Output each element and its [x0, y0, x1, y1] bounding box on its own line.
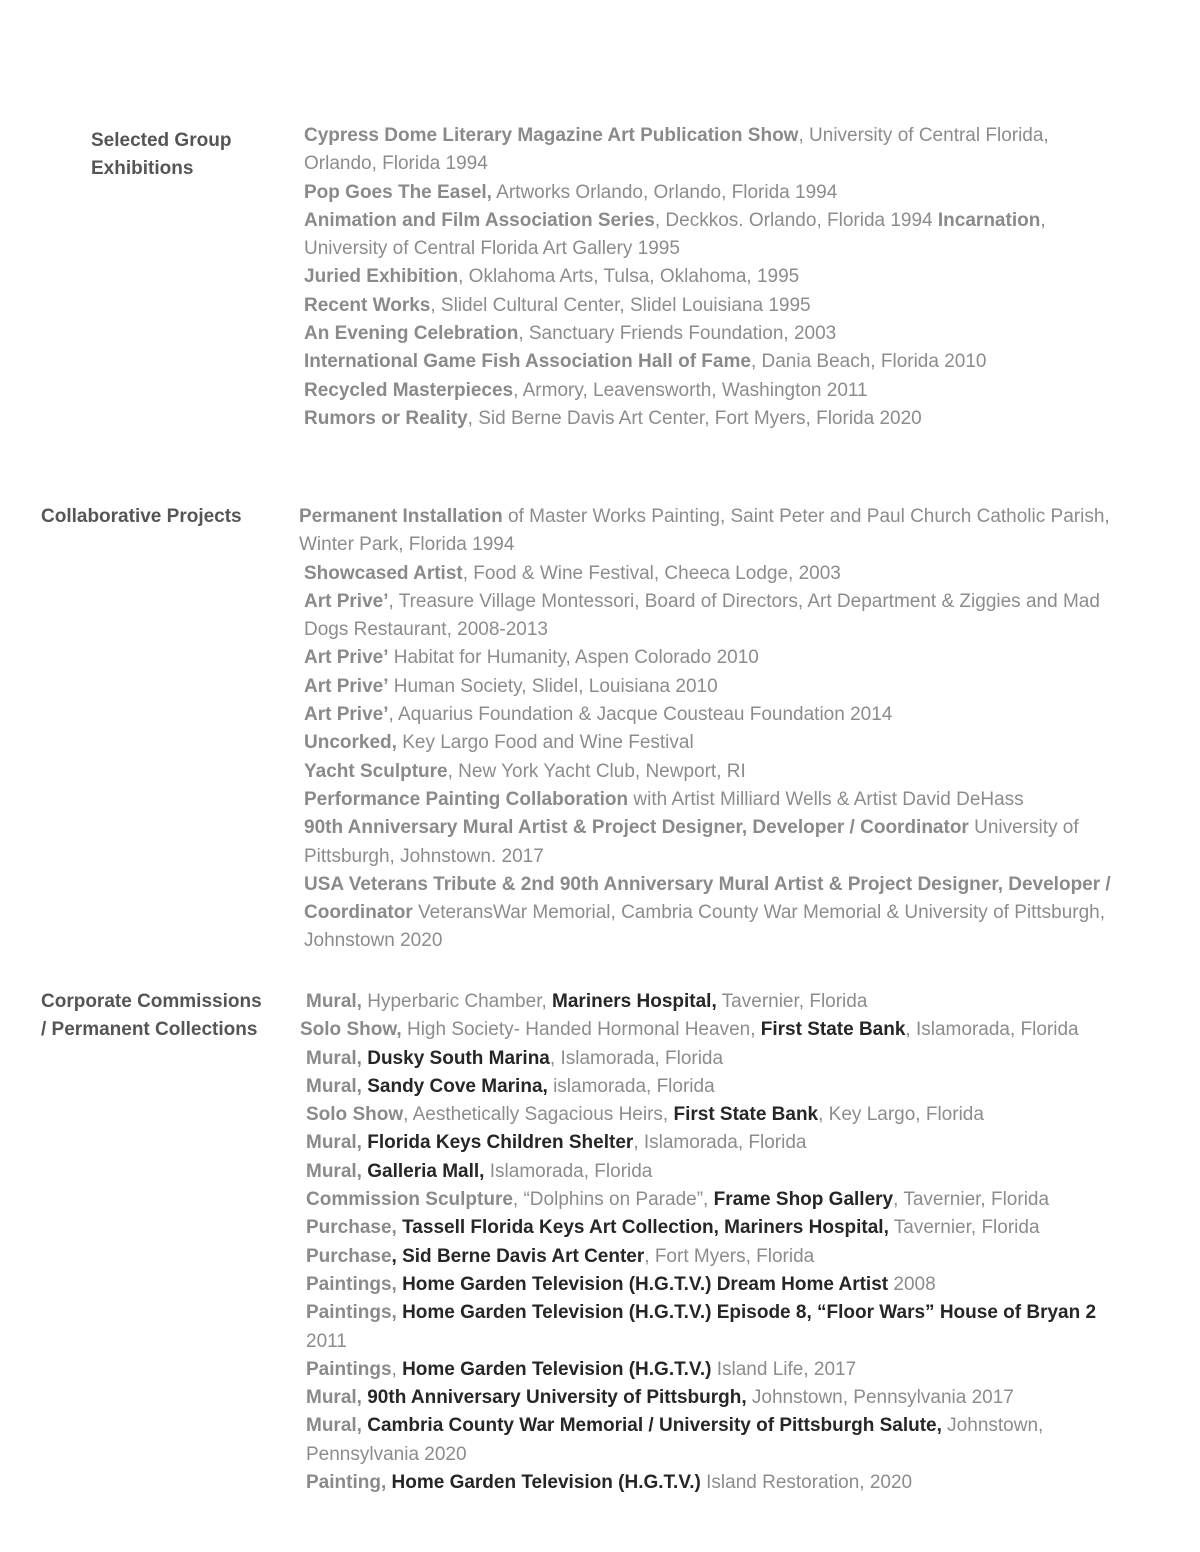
entry-title: Commission Sculpture [306, 1189, 513, 1211]
entry-title: Recycled Masterpieces [304, 379, 514, 401]
entry-title: Purchase, [306, 1217, 403, 1239]
entry-text: , Slidel Cultural Center, Slidel Louisiana 1995 [430, 294, 811, 316]
entry-title: Painting, [306, 1472, 392, 1494]
entry-item [304, 814, 1144, 871]
entry-text: Hyperbaric Chamber, [361, 991, 553, 1012]
entry-item [306, 1384, 1126, 1412]
entry-text: , Aesthetically Sagacious Heirs, [403, 1104, 674, 1126]
entry-venue: Mariners Hospital, [552, 991, 717, 1012]
entry-title: Cypress Dome Literary Magazine Art Publication Show [304, 125, 799, 146]
entry-title: Showcased Artist [304, 562, 463, 584]
entry-list-corp [300, 988, 1126, 1497]
entry-title: Art Prive’ [304, 704, 389, 726]
entry-venue: Cambria County War Memorial / University of Pittsburgh Salute, [367, 1415, 942, 1437]
entry-title: International Game Fish Association Hall of Fame [304, 351, 751, 373]
entry-item [304, 122, 1084, 179]
entry-title: Purchase [306, 1245, 392, 1267]
entry-item [299, 503, 1144, 560]
entry-text: , University of Central Florida, Orlando, Florida 1994 [304, 125, 1049, 175]
entry-venue: Dusky South Marina [367, 1047, 550, 1069]
entry-item [304, 320, 1084, 348]
entry-title: USA Veterans Tribute & 2nd 90th Anniversary Mural Artist & Project Designer, Developer / Coordinator [304, 873, 1111, 924]
entry-text: , Islamorada, Florida [549, 1047, 724, 1069]
entry-item [304, 263, 1084, 291]
entry-item [306, 1299, 1126, 1356]
entry-title: Solo Show [306, 1104, 404, 1126]
section-label-line: Corporate Commissions [41, 991, 262, 1012]
entry-venue: Galleria Mall, [367, 1160, 485, 1182]
entry-text: Island Life, 2017 [711, 1358, 857, 1380]
entry-text: Tavernier, Florida [716, 991, 868, 1012]
entry-text: Island Restoration, 2020 [700, 1472, 913, 1494]
entry-item [306, 1101, 1126, 1129]
entry-text: , Sanctuary Friends Foundation, 2003 [518, 323, 837, 345]
entry-title: Mural, [306, 1047, 368, 1069]
entry-title: Recent Works [304, 294, 431, 316]
entry-item [304, 701, 1144, 729]
entry-text: Artworks Orlando, Orlando, Florida 1994 [491, 181, 838, 203]
entry-item [306, 1129, 1126, 1157]
entry-text: , Fort Myers, Florida [644, 1245, 815, 1267]
entry-text: High Society- Handed Hormonal Heaven, [401, 1019, 761, 1041]
entry-text: Johnstown, Pennsylvania 2017 [746, 1387, 1014, 1409]
entry-title: Mural, [306, 1132, 368, 1154]
entry-item [306, 1214, 1126, 1242]
entry-item [306, 1045, 1126, 1073]
entry-item [304, 207, 1084, 264]
entry-venue: Florida Keys Children Shelter [367, 1132, 634, 1154]
entry-item [306, 1073, 1126, 1101]
entry-venue: Home Garden Television (H.G.T.V.) Dream Home Artist [402, 1273, 889, 1295]
entry-venue: Home Garden Television (H.G.T.V.) [402, 1358, 712, 1380]
entry-text: , Islamorada, Florida [633, 1132, 807, 1154]
entry-title: Paintings, [306, 1302, 403, 1324]
entry-title: Pop Goes The Easel, [304, 181, 492, 203]
entry-title: Paintings, [306, 1273, 403, 1295]
entry-text: islamorada, Florida [547, 1075, 715, 1097]
entry-item [304, 348, 1084, 376]
entry-item [306, 1469, 1126, 1497]
entry-text: of Master Works Painting, Saint Peter and Paul Church Catholic Parish, Winter Park, Florida 1994 [299, 506, 1110, 556]
entry-title: Art Prive’ [304, 675, 389, 697]
entry-title: Mural, [306, 1415, 368, 1437]
section-label-group [91, 127, 231, 183]
entry-text: , Islamorada, Florida [905, 1019, 1079, 1041]
entry-text: with Artist Milliard Wells & Artist David DeHass [628, 788, 1024, 810]
entry-text: , Deckkos. Orlando, Florida 1994 [654, 209, 938, 231]
entry-title: Mural, [306, 1160, 368, 1182]
entry-title: Mural, [306, 1387, 368, 1409]
entry-text: , Key Largo, Florida [818, 1104, 984, 1126]
entry-title: Paintings [306, 1358, 392, 1380]
entry-title: Solo Show, [300, 1019, 402, 1041]
entry-venue: Sandy Cove Marina, [367, 1075, 548, 1097]
entry-item [306, 1412, 1126, 1469]
section-label-corp [41, 988, 262, 1044]
entry-text: VeteransWar Memorial, Cambria County War Memorial & University of Pittsburgh, Johnstown 2020 [304, 902, 1106, 952]
section-label-collab [41, 503, 242, 531]
entry-item [304, 292, 1084, 320]
entry-title: An Evening Celebration [304, 323, 519, 345]
entry-title: Mural, [306, 1075, 368, 1097]
entry-list-collab [299, 503, 1144, 956]
entry-item [304, 729, 1144, 757]
entry-title: Yacht Sculpture [304, 760, 448, 782]
entry-item [306, 988, 1126, 1016]
entry-title: Rumors or Reality [304, 407, 468, 429]
section-label-line: Selected Group [91, 130, 232, 151]
entry-text: , Oklahoma Arts, Tulsa, Oklahoma, 1995 [458, 266, 800, 288]
section-label-line: / Permanent Collections [41, 1019, 258, 1040]
entry-venue: Frame Shop Gallery [713, 1189, 894, 1211]
entry-item [304, 405, 1084, 433]
entry-item [304, 871, 1144, 956]
entry-venue: First State Bank [760, 1019, 906, 1041]
entry-text: , Aquarius Foundation & Jacque Cousteau Foundation 2014 [388, 704, 893, 726]
entry-text: , Sid Berne Davis Art Center, Fort Myers, Florida 2020 [467, 407, 922, 429]
entry-text: , Food & Wine Festival, Cheeca Lodge, 2003 [462, 562, 841, 584]
entry-title: Incarnation [937, 209, 1041, 231]
entry-title: Permanent Installation [299, 506, 503, 527]
entry-item [304, 179, 1084, 207]
entry-text: Habitat for Humanity, Aspen Colorado 2010 [388, 647, 759, 669]
entry-title: Juried Exhibition [304, 266, 459, 288]
entry-venue: First State Bank [673, 1104, 819, 1126]
entry-text: Islamorada, Florida [484, 1160, 653, 1182]
section-label-line: Collaborative Projects [41, 506, 242, 527]
entry-venue: 90th Anniversary University of Pittsburgh, [367, 1387, 747, 1409]
entry-title: 90th Anniversary Mural Artist & Project Designer, Developer / Coordinator [304, 817, 969, 839]
entry-item [306, 1356, 1126, 1384]
entry-text: Key Largo Food and Wine Festival [396, 732, 694, 754]
entry-text: , Treasure Village Montessori, Board of Directors, Art Department & Ziggies and Mad Dogs Restaurant, 2008-2013 [304, 590, 1100, 641]
entry-text: Tavernier, Florida [888, 1217, 1040, 1239]
entry-text: , New York Yacht Club, Newport, RI [447, 760, 746, 782]
entry-title: Uncorked, [304, 732, 397, 754]
entry-title: Animation and Film Association Series [304, 209, 655, 231]
entry-item [304, 560, 1144, 588]
entry-text: Johnstown, Pennsylvania 2020 [306, 1415, 1044, 1465]
entry-venue: Tassell Florida Keys Art Collection, Mariners Hospital, [402, 1217, 889, 1239]
entry-title: Art Prive’ [304, 590, 389, 612]
entry-item [304, 673, 1144, 701]
entry-item [304, 588, 1144, 645]
entry-item [306, 1186, 1126, 1214]
entry-item [304, 758, 1144, 786]
entry-text: , Armory, Leavensworth, Washington 2011 [513, 379, 868, 401]
entry-text: , [391, 1358, 403, 1380]
entry-venue: Home Garden Television (H.G.T.V.) Episode 8, “Floor Wars” House of Bryan 2 [402, 1302, 1097, 1324]
section-label-line: Exhibitions [91, 158, 194, 179]
entry-text: , Tavernier, Florida [893, 1189, 1050, 1211]
entry-item [306, 1271, 1126, 1299]
entry-item [300, 1016, 1126, 1044]
entry-title: Performance Painting Collaboration [304, 788, 629, 810]
entry-item [306, 1243, 1126, 1271]
entry-item [304, 377, 1084, 405]
entry-venue: Home Garden Television (H.G.T.V.) [391, 1472, 701, 1494]
entry-title: Mural, [306, 991, 362, 1012]
entry-text: , Dania Beach, Florida 2010 [750, 351, 987, 373]
entry-text: 2008 [888, 1273, 936, 1295]
entry-text: University of Pittsburgh, Johnstown. 2017 [304, 817, 1079, 867]
entry-text: , University of Central Florida Art Gallery 1995 [304, 209, 1046, 260]
entry-text: Human Society, Slidel, Louisiana 2010 [388, 675, 718, 697]
entry-item [306, 1158, 1126, 1186]
entry-text: 2011 [306, 1330, 347, 1352]
entry-list-group [304, 122, 1084, 433]
entry-text: , “Dolphins on Parade”, [512, 1189, 714, 1211]
entry-venue: , Sid Berne Davis Art Center [391, 1245, 645, 1267]
entry-item [304, 786, 1144, 814]
entry-item [304, 644, 1144, 672]
entry-title: Art Prive’ [304, 647, 389, 669]
